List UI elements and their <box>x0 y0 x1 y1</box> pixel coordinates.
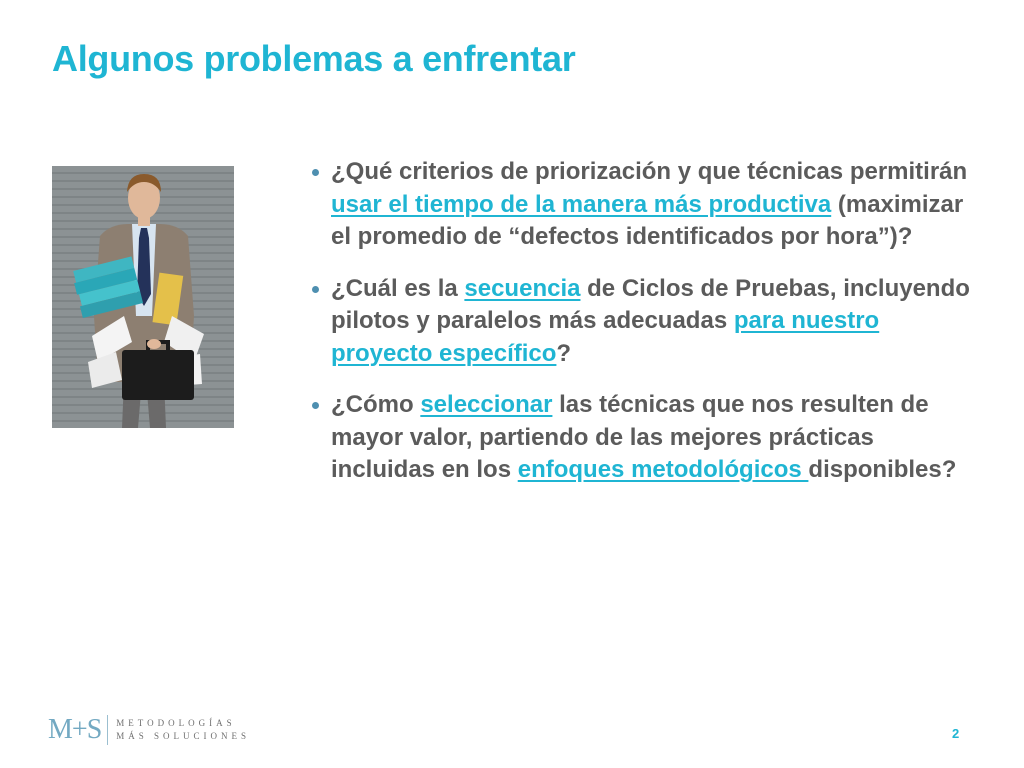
businessman-photo <box>52 166 234 428</box>
link-seleccionar[interactable]: seleccionar <box>420 391 553 418</box>
page-number: 2 <box>952 726 960 741</box>
bullet-text: disponibles? <box>808 456 957 483</box>
bullet-dot-icon <box>312 402 319 409</box>
bullet-text: ¿Cuál es la <box>331 274 465 302</box>
bullet-text: ? <box>556 339 572 367</box>
bullet-item-1 <box>312 156 977 254</box>
bullet-text: ¿Qué criterios de priorización y que técnicas permitirán <box>331 158 968 185</box>
bullet-dot-icon <box>312 286 319 293</box>
logo-line-metodologias: METODOLOGÍAS <box>116 718 236 728</box>
link-enfoques-metodologicos[interactable]: enfoques metodológicos <box>517 456 809 483</box>
logo-wordmark <box>116 718 250 742</box>
logo-line-mas-soluciones: MÁS SOLUCIONES <box>116 731 251 741</box>
bullet-text: ¿Cómo <box>331 391 421 418</box>
link-secuencia[interactable]: secuencia <box>464 274 581 302</box>
link-proyecto-especifico[interactable]: para nuestro proyecto específico <box>331 307 880 367</box>
bullet-item-3 <box>312 389 977 487</box>
businessman-illustration <box>52 166 234 428</box>
bullet-item-2 <box>312 273 977 371</box>
logo-divider <box>107 715 108 745</box>
link-usar-tiempo[interactable]: usar el tiempo de la manera más productiva <box>331 190 832 218</box>
bullet-text: de Ciclos de Pruebas, incluyendo pilotos y paralelos más adecuadas <box>331 274 970 334</box>
bullet-dot-icon <box>312 169 319 176</box>
bullet-list <box>312 156 977 506</box>
slide-title: Algunos problemas a enfrentar <box>52 38 576 79</box>
bullet-text: (maximizar el promedio de “defectos identificados por hora”)? <box>331 190 964 250</box>
company-logo <box>48 712 250 748</box>
logo-mark: M+S <box>48 714 102 745</box>
bullet-text: las técnicas que nos resulten de mayor valor, partiendo de las mejores prácticas incluidas en los <box>331 391 929 483</box>
